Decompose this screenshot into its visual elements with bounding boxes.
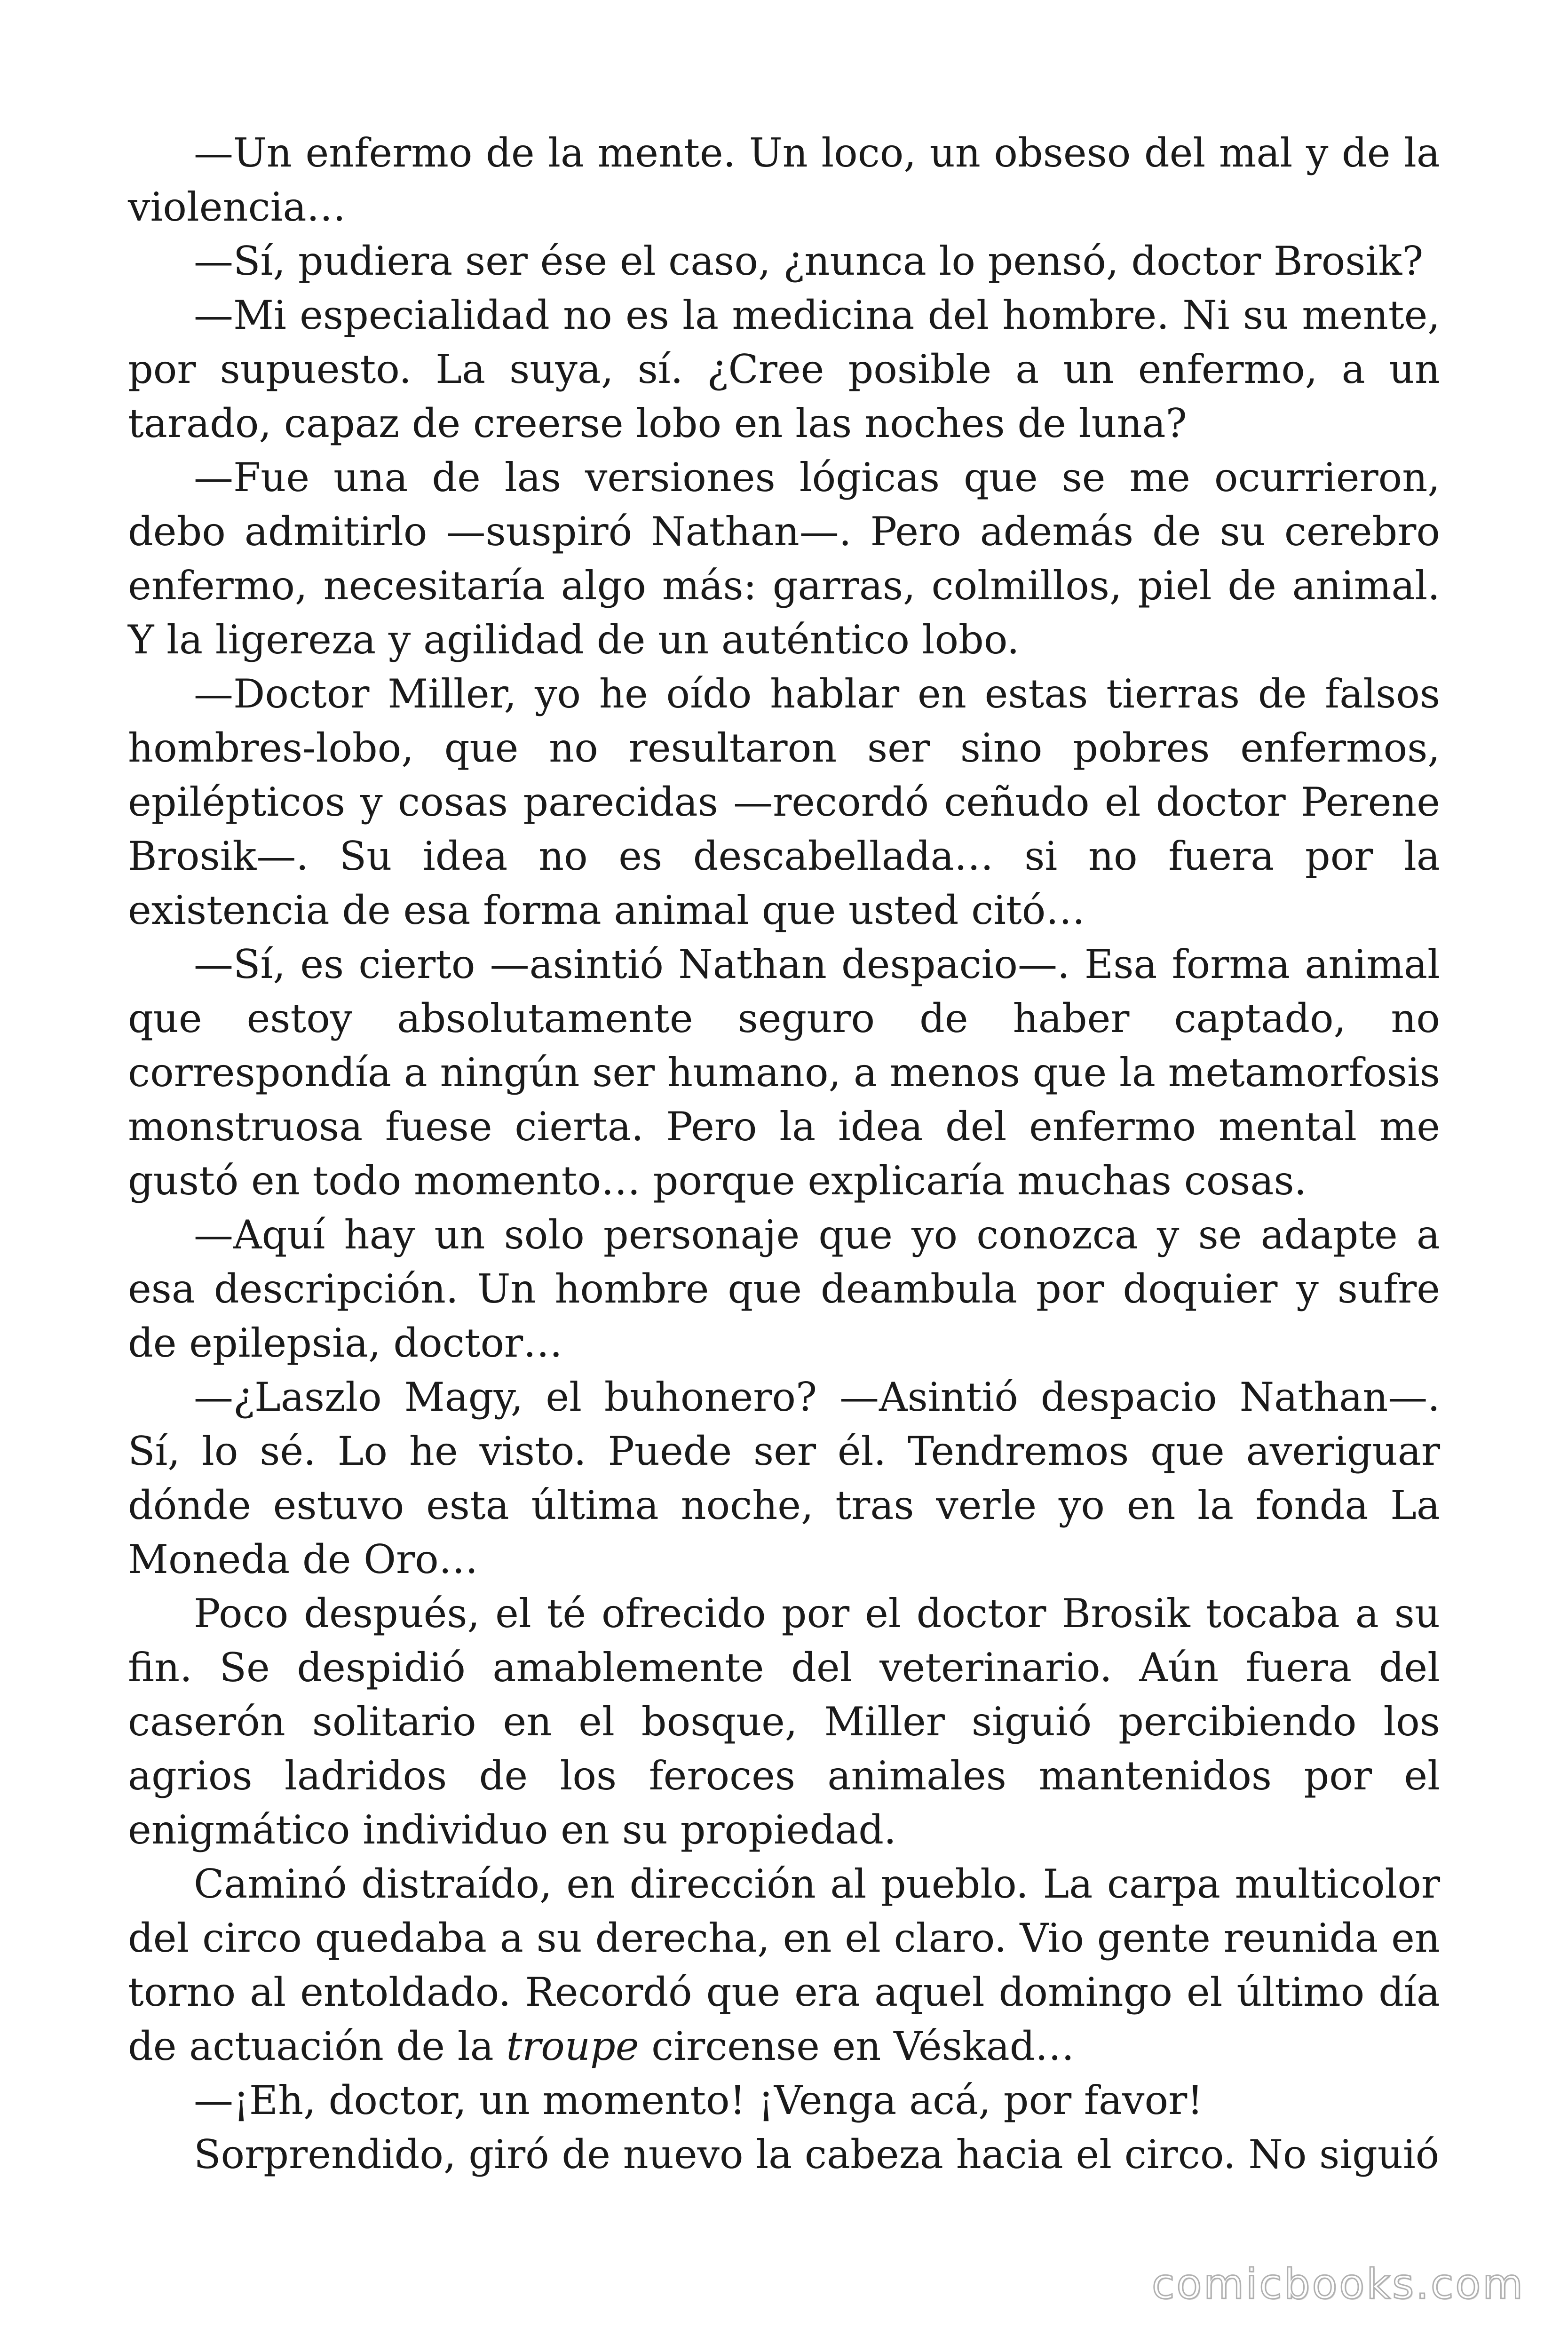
paragraph-8	[128, 1370, 1440, 1587]
paragraph-2	[128, 234, 1440, 288]
text-run: Poco después, el té ofrecido por el doctor Brosik tocaba a su fin. Se despidió amablemente del veterinario. Aún fuera del caserón solitario en el bosque, Miller siguió percibiendo los agrios ladridos de los feroces animales mantenidos por el enigmático individuo en su propiedad.	[128, 1590, 1440, 1853]
italic-text-run: troupe	[506, 2023, 639, 2069]
watermark-logo: comicbooks.com	[1151, 2260, 1525, 2308]
text-run: —¿Laszlo Magy, el buhonero? —Asintió despacio Nathan—. Sí, lo sé. Lo he visto. Puede ser él. Tendremos que averiguar dónde estuvo esta última noche, tras verle yo en la fonda La Moneda de Oro…	[128, 1374, 1440, 1582]
paragraph-11	[128, 2074, 1440, 2128]
text-run: —Sí, pudiera ser ése el caso, ¿nunca lo pensó, doctor Brosik?	[194, 238, 1424, 284]
paragraph-9	[128, 1587, 1440, 1857]
paragraph-4	[128, 451, 1440, 667]
paragraph-3	[128, 288, 1440, 451]
text-run: Caminó distraído, en dirección al pueblo. La carpa multicolor del circo quedaba a su derecha, en el claro. Vio gente reunida en torno al entoldado. Recordó que era aquel domingo el último día de actuación de la	[128, 1861, 1440, 2069]
text-run: —Aquí hay un solo personaje que yo conozca y se adapte a esa descripción. Un hombre que deambula por doquier y sufre de epilepsia, doctor…	[128, 1212, 1440, 1366]
paragraph-5	[128, 667, 1440, 938]
text-run: Sorprendido, giró de nuevo la cabeza hacia el circo. No siguió	[194, 2131, 1440, 2177]
paragraph-10	[128, 1857, 1440, 2074]
text-run: —Fue una de las versiones lógicas que se me ocurrieron, debo admitirlo —suspiró Nathan—. Pero además de su cerebro enfermo, necesitaría algo más: garras, colmillos, piel de animal. Y la ligereza y agilidad de un auténtico lobo.	[128, 454, 1440, 663]
text-run: —Sí, es cierto —asintió Nathan despacio—. Esa forma animal que estoy absolutamente seguro de haber captado, no correspondía a ningún ser humano, a menos que la metamorfosis monstruosa fuese cierta. Pero la idea del enfermo mental me gustó en todo momento… porque explicaría muchas cosas.	[128, 941, 1440, 1204]
paragraph-12	[128, 2128, 1440, 2182]
paragraph-6	[128, 938, 1440, 1208]
body-text	[128, 126, 1440, 2182]
paragraph-1	[128, 126, 1440, 234]
text-run: —Doctor Miller, yo he oído hablar en estas tierras de falsos hombres-lobo, que no resultaron ser sino pobres enfermos, epilépticos y cosas parecidas —recordó ceñudo el doctor Perene Brosik—. Su idea no es descabellada… si no fuera por la existencia de esa forma animal que usted citó…	[128, 671, 1440, 933]
text-run: —Mi especialidad no es la medicina del hombre. Ni su mente, por supuesto. La suya, sí. ¿Cree posible a un enfermo, a un tarado, capaz de creerse lobo en las noches de luna?	[128, 292, 1440, 446]
text-run: —Un enfermo de la mente. Un loco, un obseso del mal y de la violencia…	[128, 130, 1440, 230]
text-run: —¡Eh, doctor, un momento! ¡Venga acá, por favor!	[194, 2077, 1203, 2123]
text-run: circense en Véskad…	[639, 2023, 1075, 2069]
paragraph-7	[128, 1208, 1440, 1370]
